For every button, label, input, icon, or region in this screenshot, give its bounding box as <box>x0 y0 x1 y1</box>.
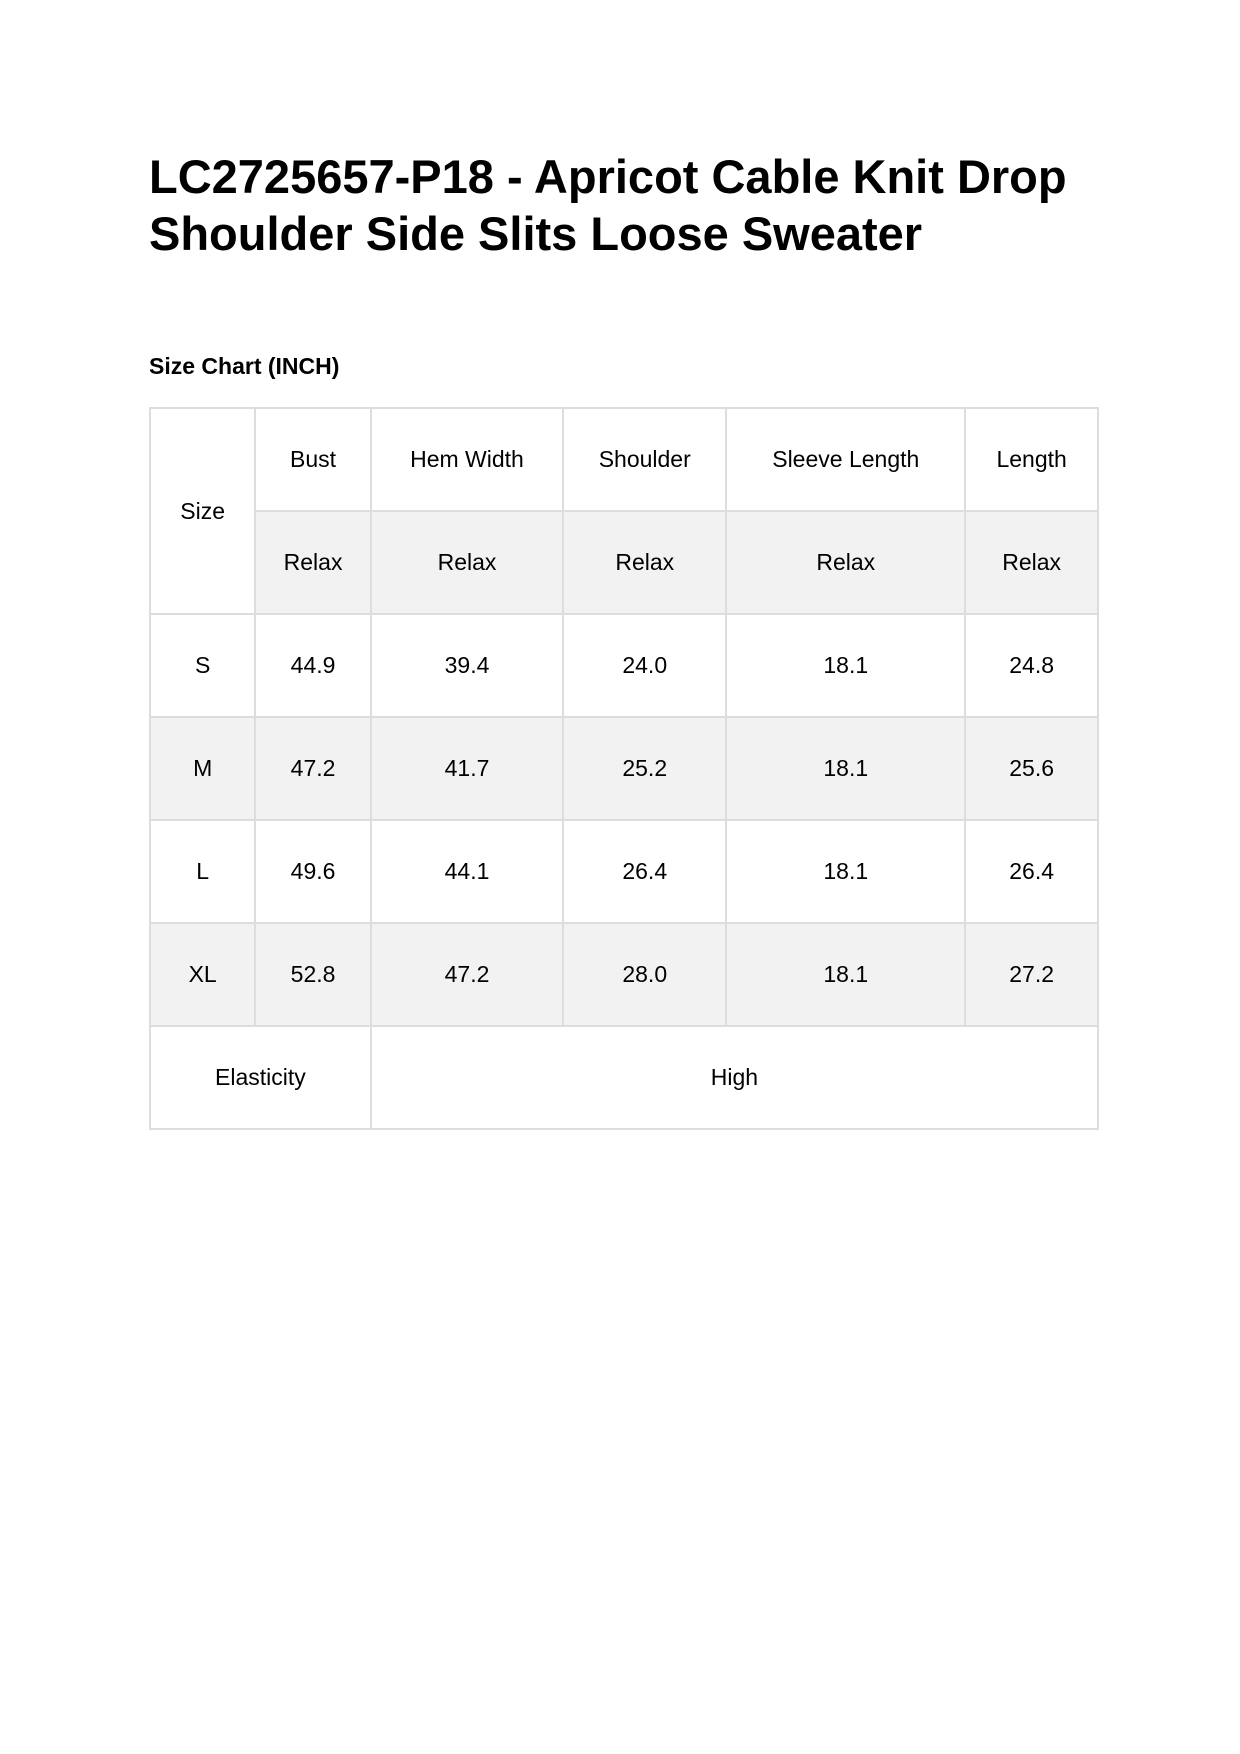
size-chart-subtitle: Size Chart (INCH) <box>149 353 340 379</box>
value-cell: 27.2 <box>965 923 1098 1026</box>
value-cell: 39.4 <box>371 614 563 717</box>
table-row-l <box>150 820 1098 923</box>
value-cell: 44.9 <box>255 614 370 717</box>
elasticity-row <box>150 1026 1098 1129</box>
value-cell: 49.6 <box>255 820 370 923</box>
fit-row <box>150 511 1098 614</box>
table-row-s <box>150 614 1098 717</box>
value-cell: 44.1 <box>371 820 563 923</box>
fit-cell: Relax <box>371 511 563 614</box>
fit-cell: Relax <box>563 511 726 614</box>
table-header-row <box>150 408 1098 511</box>
table-row-m <box>150 717 1098 820</box>
value-cell: 18.1 <box>726 923 965 1026</box>
value-cell: 25.2 <box>563 717 726 820</box>
table-row-xl <box>150 923 1098 1026</box>
value-cell: 26.4 <box>563 820 726 923</box>
value-cell: 26.4 <box>965 820 1098 923</box>
fit-cell: Relax <box>255 511 370 614</box>
fit-cell: Relax <box>726 511 965 614</box>
value-cell: 47.2 <box>255 717 370 820</box>
elasticity-label: Elasticity <box>150 1026 371 1129</box>
value-cell: 47.2 <box>371 923 563 1026</box>
column-header-shoulder: Shoulder <box>563 408 726 511</box>
size-header-cell: Size <box>150 408 255 614</box>
column-header-bust: Bust <box>255 408 370 511</box>
page-title: LC2725657-P18 - Apricot Cable Knit Drop Shoulder Side Slits Loose Sweater <box>149 150 1067 260</box>
value-cell: 28.0 <box>563 923 726 1026</box>
document-page <box>149 148 1099 1090</box>
size-cell: L <box>150 820 255 923</box>
value-cell: 18.1 <box>726 717 965 820</box>
size-cell: XL <box>150 923 255 1026</box>
value-cell: 18.1 <box>726 820 965 923</box>
size-cell: S <box>150 614 255 717</box>
fit-cell: Relax <box>965 511 1098 614</box>
elasticity-value: High <box>371 1026 1098 1129</box>
value-cell: 52.8 <box>255 923 370 1026</box>
value-cell: 24.8 <box>965 614 1098 717</box>
column-header-hem-width: Hem Width <box>371 408 563 511</box>
value-cell: 25.6 <box>965 717 1098 820</box>
value-cell: 18.1 <box>726 614 965 717</box>
size-cell: M <box>150 717 255 820</box>
column-header-sleeve-length: Sleeve Length <box>726 408 965 511</box>
value-cell: 24.0 <box>563 614 726 717</box>
size-chart-table <box>149 407 1099 1130</box>
value-cell: 41.7 <box>371 717 563 820</box>
column-header-length: Length <box>965 408 1098 511</box>
